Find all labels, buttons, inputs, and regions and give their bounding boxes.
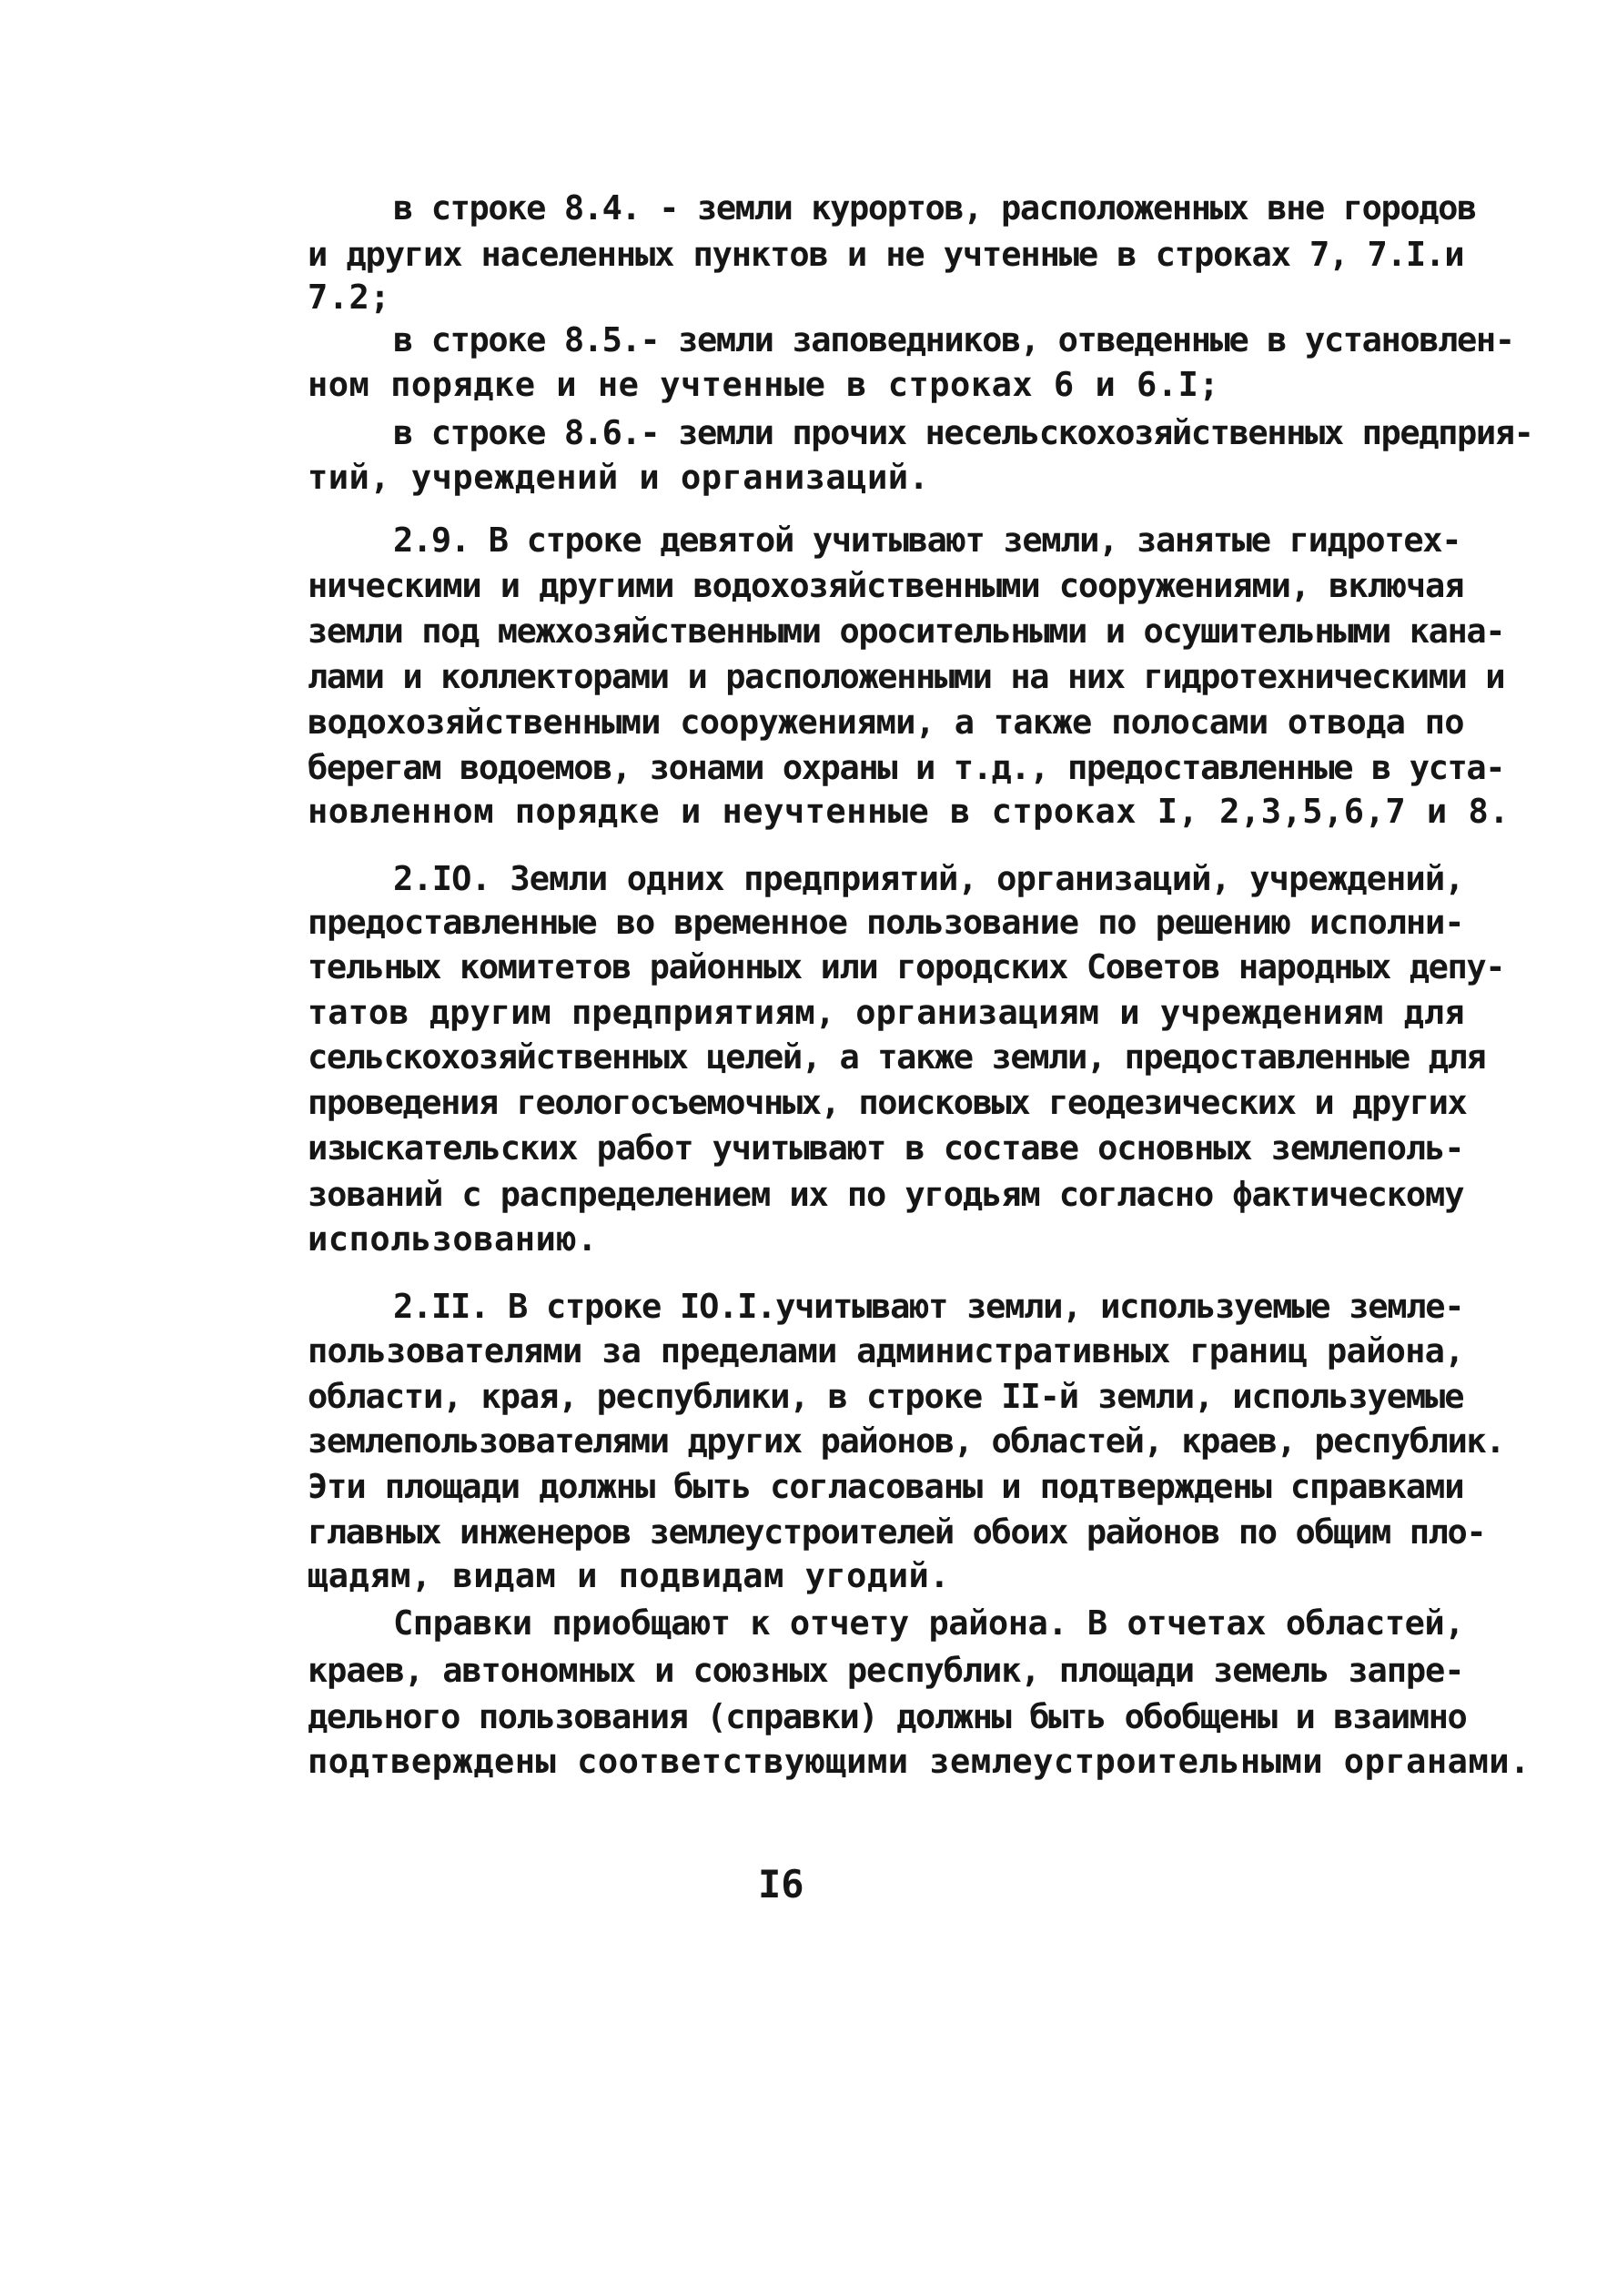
text-line: Эти площади должны быть согласованы и подтверждены справками (308, 1467, 1464, 1506)
text-line: лами и коллекторами и расположенными на них гидротехническими и (308, 657, 1505, 696)
text-line: щадям, видам и подвидам угодий. (308, 1556, 951, 1595)
text-line: Справки приобщают к отчету района. В отчетах областей, (393, 1603, 1465, 1643)
text-line: предоставленные во временное пользование по решению исполни- (308, 903, 1464, 942)
text-line: в строке 8.5.- земли заповедников, отведенные в установлен- (393, 320, 1514, 359)
text-line: 2.II. В строке IO.I.учитывают земли, используемые земле- (393, 1287, 1464, 1326)
text-line: новленном порядке и неучтенные в строках I, 2,3,5,6,7 и 8. (308, 792, 1511, 831)
text-line: берегам водоемов, зонами охраны и т.д., предоставленные в уста- (308, 748, 1505, 787)
text-line: ническими и другими водохозяйственными сооружениями, включая (308, 566, 1464, 605)
text-line: области, края, республики, в строке II-й земли, используемые (308, 1377, 1464, 1416)
text-line: тий, учреждений и организаций. (308, 458, 930, 497)
text-line: 2.9. В строке девятой учитывают земли, занятые гидротех- (393, 521, 1461, 560)
text-line: тельных комитетов районных или городских Советов народных депу- (308, 947, 1505, 986)
text-line: ном порядке и не учтенные в строках 6 и 6.I; (308, 365, 1220, 404)
text-line: земли под межхозяйственными оросительными и осушительными кана- (308, 612, 1505, 651)
text-line: 7.2; (308, 278, 391, 317)
text-line: землепользователями других районов, областей, краев, республик. (308, 1421, 1505, 1461)
text-line: в строке 8.4. - земли курортов, расположенных вне городов (393, 188, 1476, 228)
page-number: I6 (758, 1862, 804, 1907)
text-line: использованию. (308, 1219, 598, 1259)
text-line: краев, автономных и союзных республик, площади земель запре- (308, 1651, 1464, 1690)
text-line: зований с распределением их по угодьям согласно фактическому (308, 1175, 1464, 1214)
text-line: главных инженеров землеустроителей обоих районов по общим пло- (308, 1512, 1486, 1552)
text-line: водохозяйственными сооружениями, а также полосами отвода по (308, 703, 1464, 742)
text-line: изыскательских работ учитывают в составе основных землеполь- (308, 1128, 1464, 1168)
text-line: дельного пользования (справки) должны быть обобщены и взаимно (308, 1697, 1467, 1736)
text-line: подтверждены соответствующими землеустроительными органами. (308, 1742, 1531, 1781)
text-line: и других населенных пунктов и не учтенные в строках 7, 7.I.и (308, 235, 1464, 274)
text-line: татов другим предприятиям, организациям и учреждениям для (308, 993, 1465, 1032)
text-line: в строке 8.6.- земли прочих несельскохозяйственных предприя- (393, 413, 1533, 452)
text-line: проведения геологосъемочных, поисковых геодезических и других (308, 1083, 1467, 1122)
text-line: пользователями за пределами административных границ района, (308, 1331, 1464, 1371)
text-line: 2.IO. Земли одних предприятий, организаций, учреждений, (393, 859, 1464, 898)
text-line: сельскохозяйственных целей, а также земли, предоставленные для (308, 1037, 1486, 1077)
